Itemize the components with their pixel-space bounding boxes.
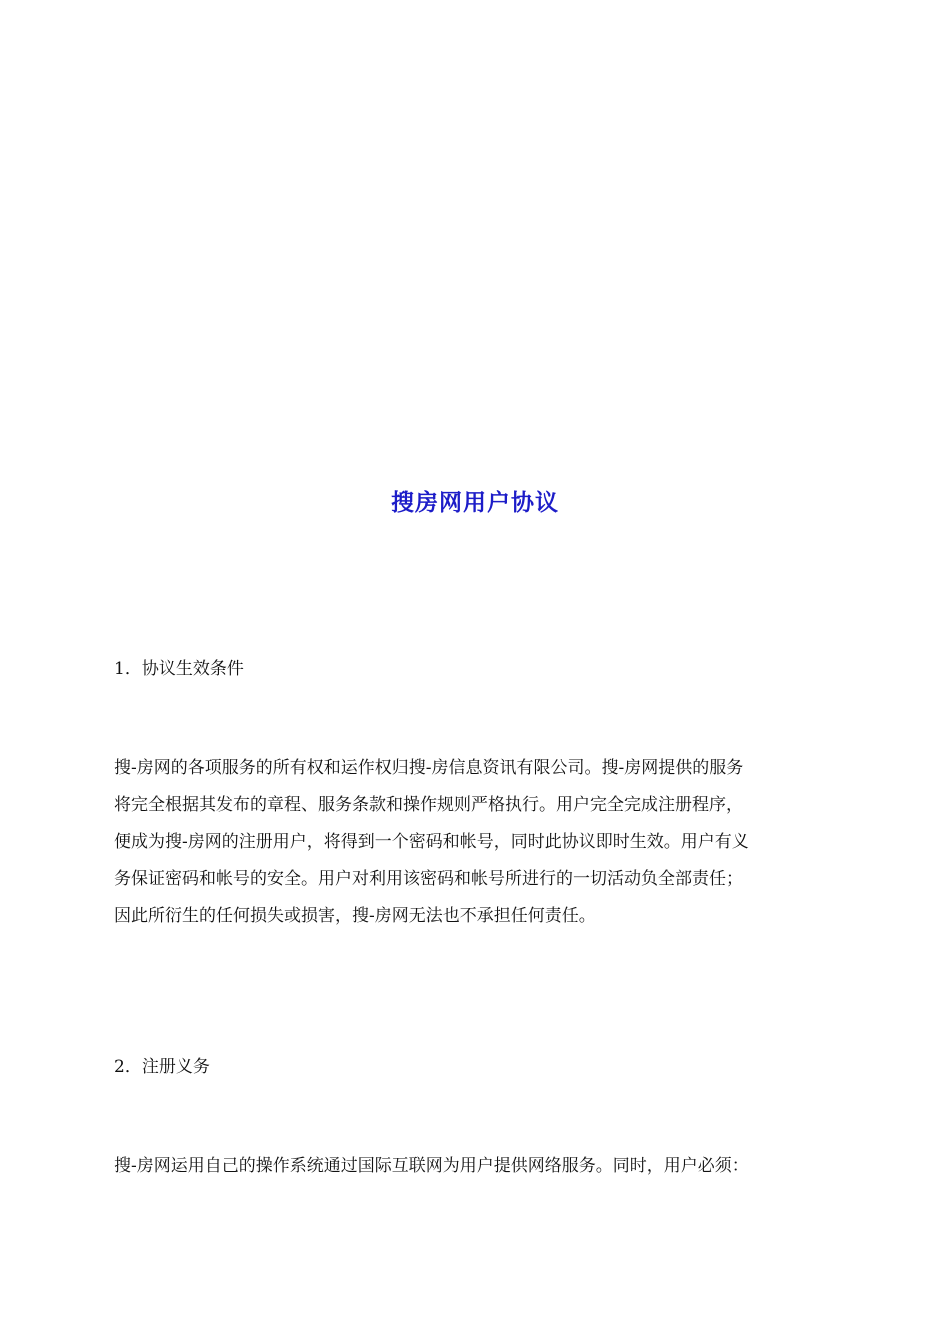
paragraph-line: 将完全根据其发布的章程、服务条款和操作规则严格执行。用户完全完成注册程序，: [114, 795, 743, 815]
paragraph-line: 因此所衍生的任何损失或损害，搜-房网无法也不承担任何责任。: [114, 906, 596, 926]
paragraph-line: 搜-房网的各项服务的所有权和运作权归搜-房信息资讯有限公司。搜-房网提供的服务: [114, 758, 744, 778]
section-2-paragraph: [114, 1148, 844, 1185]
paragraph-line: 便成为搜-房网的注册用户，将得到一个密码和帐号，同时此协议即时生效。用户有义: [114, 832, 749, 852]
paragraph-line: 务保证密码和帐号的安全。用户对利用该密码和帐号所进行的一切活动负全部责任；: [114, 869, 743, 889]
section-heading-1: 1．协议生效条件: [114, 659, 244, 679]
section-1-paragraph: [114, 750, 844, 935]
document-title: 搜房网用户协议: [391, 490, 559, 516]
section-heading-2: 2．注册义务: [114, 1057, 210, 1077]
paragraph-line: 搜-房网运用自己的操作系统通过国际互联网为用户提供网络服务。同时，用户必须：: [114, 1156, 749, 1176]
